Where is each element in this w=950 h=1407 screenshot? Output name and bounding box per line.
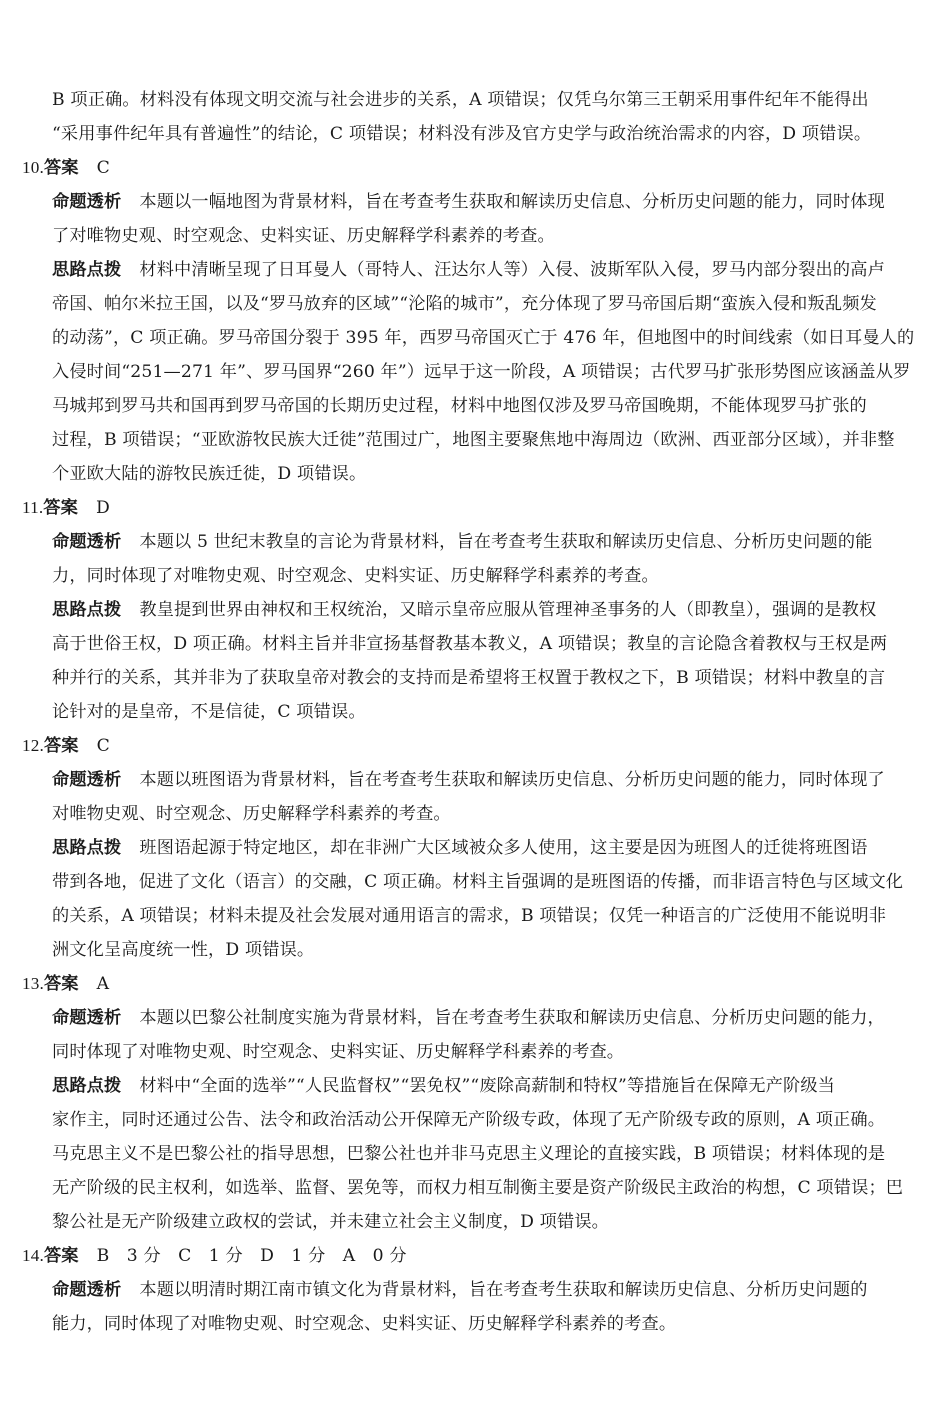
text-line: 论针对的是皇帝，不是信徒，C 项错误。 xyxy=(52,702,366,722)
section-label: 思路点拨 xyxy=(52,600,122,620)
text-line: 马克思主义不是巴黎公社的指导思想，巴黎公社也并非马克思主义理论的直接实践，B 项错误；材料体现的是 xyxy=(52,1144,886,1164)
text-line: 材料中清晰呈现了日耳曼人（哥特人、汪达尔人等）入侵、波斯军队入侵，罗马内部分裂出的高卢 xyxy=(139,260,885,280)
answer-label: 答案 xyxy=(43,158,79,178)
text-line: 班图语起源于特定地区，却在非洲广大区域被众多人使用，这主要是因为班图人的迁徙将班图语 xyxy=(139,838,868,858)
text-line: 能力，同时体现了对唯物史观、时空观念、史料实证、历史解释学科素养的考查。 xyxy=(52,1314,677,1334)
text-line: 家作主，同时还通过公告、法令和政治活动公开保障无产阶级专政，体现了无产阶级专政的原则，A 项正确。 xyxy=(52,1110,886,1130)
text-line: 黎公社是无产阶级建立政权的尝试，并未建立社会主义制度，D 项错误。 xyxy=(52,1212,610,1232)
question-12 xyxy=(22,729,928,967)
answer-value: A xyxy=(96,974,110,994)
section-line xyxy=(22,253,928,287)
section-label: 命题透析 xyxy=(52,770,122,790)
text-line: 对唯物史观、时空观念、历史解释学科素养的考查。 xyxy=(52,804,451,824)
text-line: 过程，B 项错误；“亚欧游牧民族大迁徙”范围过广，地图主要聚焦地中海周边（欧洲、西亚部分区域），并非整 xyxy=(52,430,895,450)
text-line: 无产阶级的民主权利，如选举、监督、罢免等，而权力相互制衡主要是资产阶级民主政治的构想，C 项错误；巴 xyxy=(52,1178,904,1198)
question-13 xyxy=(22,967,928,1239)
question-number: 12. xyxy=(22,736,44,755)
section-label: 命题透析 xyxy=(52,192,122,212)
section-label: 思路点拨 xyxy=(52,1076,122,1096)
text-line: 同时体现了对唯物史观、时空观念、史料实证、历史解释学科素养的考查。 xyxy=(52,1042,625,1062)
answer-value: B 3 分 C 1 分 D 1 分 A 0 分 xyxy=(96,1246,407,1266)
text-line: 本题以 5 世纪末教皇的言论为背景材料，旨在考查考生获取和解读历史信息、分析历史问题的能 xyxy=(139,532,873,552)
question-14 xyxy=(22,1239,928,1341)
intro-paragraph xyxy=(22,83,928,151)
question-number: 10. xyxy=(22,158,44,177)
answer-label: 答案 xyxy=(43,1246,79,1266)
section-label: 命题透析 xyxy=(52,1280,122,1300)
text-line: 洲文化呈高度统一性，D 项错误。 xyxy=(52,940,315,960)
answer-value: C xyxy=(96,736,110,756)
section-label: 思路点拨 xyxy=(52,838,122,858)
question-11 xyxy=(22,491,928,729)
answer-value: C xyxy=(96,158,110,178)
text-line: 本题以巴黎公社制度实施为背景材料，旨在考查考生获取和解读历史信息、分析历史问题的能力， xyxy=(139,1008,885,1028)
text-line: 本题以班图语为背景材料，旨在考查考生获取和解读历史信息、分析历史问题的能力，同时体现了 xyxy=(139,770,885,790)
text-line: “采用事件纪年具有普遍性”的结论，C 项错误；材料没有涉及官方史学与政治统治需求的内容，D 项错误。 xyxy=(52,124,872,144)
section-line xyxy=(22,525,928,559)
answer-label: 答案 xyxy=(43,974,79,994)
text-line: 教皇提到世界由神权和王权统治，又暗示皇帝应服从管理神圣事务的人（即教皇），强调的是教权 xyxy=(139,600,877,620)
answer-line xyxy=(22,729,928,763)
text-line: 材料中“全面的选举”“人民监督权”“罢免权”“废除高薪制和特权”等措施旨在保障无产阶级当 xyxy=(139,1076,836,1096)
section-line xyxy=(22,1001,928,1035)
text-line: 个亚欧大陆的游牧民族迁徙，D 项错误。 xyxy=(52,464,367,484)
text-line: 的动荡”，C 项正确。罗马帝国分裂于 395 年，西罗马帝国灭亡于 476 年，但地图中的时间线索（如日耳曼人的 xyxy=(52,328,915,348)
question-number: 11. xyxy=(22,498,44,517)
section-line xyxy=(22,185,928,219)
section-label: 思路点拨 xyxy=(52,260,122,280)
answer-value: D xyxy=(95,498,110,518)
text-line: 高于世俗王权，D 项正确。材料主旨并非宣扬基督教基本教义，A 项错误；教皇的言论隐含着教权与王权是两 xyxy=(52,634,888,654)
question-number: 13. xyxy=(22,974,44,993)
text-line: B 项正确。材料没有体现文明交流与社会进步的关系，A 项错误；仅凭乌尔第三王朝采用事件纪年不能得出 xyxy=(52,90,869,110)
answer-line xyxy=(22,151,928,185)
question-number: 14. xyxy=(22,1246,44,1265)
text-line: 入侵时间“251—271 年”、罗马国界“260 年”）远早于这一阶段，A 项错误；古代罗马扩张形势图应该涵盖从罗 xyxy=(52,362,911,382)
answer-line xyxy=(22,491,928,525)
section-line xyxy=(22,1069,928,1103)
text-line: 了对唯物史观、时空观念、史料实证、历史解释学科素养的考查。 xyxy=(52,226,555,246)
text-line: 本题以明清时期江南市镇文化为背景材料，旨在考查考生获取和解读历史信息、分析历史问题的 xyxy=(139,1280,868,1300)
answer-line xyxy=(22,967,928,1001)
section-line xyxy=(22,1273,928,1307)
answer-line xyxy=(22,1239,928,1273)
section-label: 命题透析 xyxy=(52,1008,122,1028)
text-line: 力，同时体现了对唯物史观、时空观念、史料实证、历史解释学科素养的考查。 xyxy=(52,566,659,586)
text-line: 帝国、帕尔米拉王国，以及“罗马放弃的区域”“沦陷的城市”，充分体现了罗马帝国后期“蛮族入侵和叛乱频发 xyxy=(52,294,877,314)
section-line xyxy=(22,593,928,627)
text-line: 带到各地，促进了文化（语言）的交融，C 项正确。材料主旨强调的是班图语的传播，而非语言特色与区域文化 xyxy=(52,872,904,892)
section-label: 命题透析 xyxy=(52,532,122,552)
answer-label: 答案 xyxy=(43,736,79,756)
text-line: 的关系，A 项错误；材料未提及社会发展对通用语言的需求，B 项错误；仅凭一种语言的广泛使用不能说明非 xyxy=(52,906,887,926)
section-line xyxy=(22,763,928,797)
text-line: 马城邦到罗马共和国再到罗马帝国的长期历史过程，材料中地图仅涉及罗马帝国晚期，不能体现罗马扩张的 xyxy=(52,396,867,416)
text-line: 本题以一幅地图为背景材料，旨在考查考生获取和解读历史信息、分析历史问题的能力，同时体现 xyxy=(139,192,885,212)
answer-label: 答案 xyxy=(43,498,78,518)
text-line: 种并行的关系，其并非为了获取皇帝对教会的支持而是希望将王权置于教权之下，B 项错误；材料中教皇的言 xyxy=(52,668,886,688)
section-line xyxy=(22,831,928,865)
question-10 xyxy=(22,151,928,491)
